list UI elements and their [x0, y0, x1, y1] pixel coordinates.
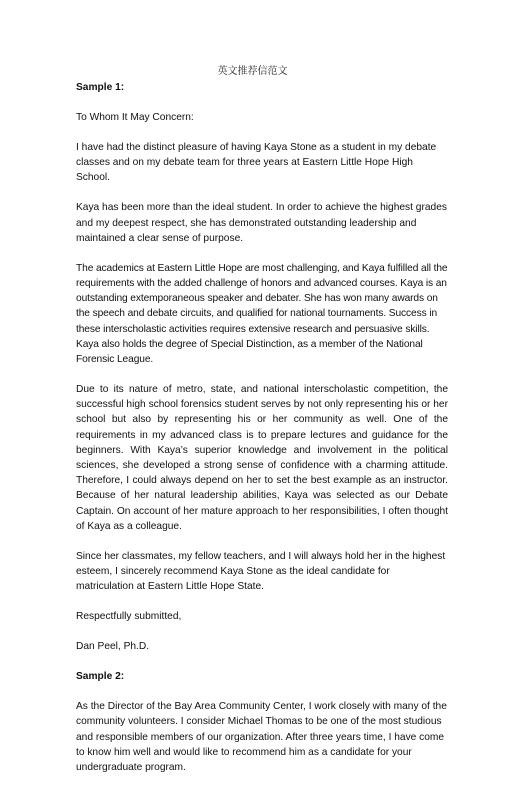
sample-2-paragraph-1: As the Director of the Bay Area Community Center, I work closely with many of the community volunteers. I consider Michael Thomas to be one of the most studious and responsible members of our organization. After three years time, I have come to know him well and would like to recommend him as a candidate for your undergraduate program.	[76, 701, 447, 774]
sample-1-paragraph-2: Kaya has been more than the ideal student. In order to achieve the highest grades and my deepest respect, she has demonstrated outstanding leadership and maintained a clear sense of purpose.	[76, 202, 447, 244]
document-title: 英文推荐信范文	[217, 66, 288, 77]
signature: Dan Peel, Ph.D.	[76, 641, 150, 653]
sample-1-heading: Sample 1:	[76, 82, 125, 93]
closing: Respectfully submitted,	[76, 611, 182, 623]
sample-2-heading: Sample 2:	[76, 671, 125, 683]
salutation: To Whom It May Concern:	[76, 112, 194, 123]
sample-1-paragraph-4: Due to its nature of metro, state, and national interscholastic competition, the successful high school forensics student serves by not only representing his or her school but also by representing his or her community as well. One of the requirements in my advanced class is to prepare lectures and guidance for the beginners. With Kaya’s superior knowledge and involvement in the political sciences, she developed a strong sense of confidence with a charming attitude. Therefore, I could always depend on her to set the best example as an instructor. Because of her natural leadership abilities, Kaya was selected as our Debate Captain. On account of her mature approach to her responsibilities, I often thought of Kaya as a colleague.	[76, 384, 448, 532]
sample-1-paragraph-5: Since her classmates, my fellow teachers, and I will always hold her in the highest esteem, I sincerely recommend Kaya Stone as the ideal candidate for matriculation at Eastern Little Hope State.	[76, 550, 446, 593]
document-body	[76, 80, 448, 790]
sample-1-paragraph-3: The academics at Eastern Little Hope are most challenging, and Kaya fulfilled all the requirements with the added challenge of honors and advanced courses. Kaya is an outstanding extemporaneous speaker and debater. She has won many awards on the speech and debate circuits, and qualified for national tournaments. Success in these interscholastic activities requires extensive research and persuasive skills. Kaya also holds the degree of Special Distinction, as a member of the National Forensic League.	[76, 262, 448, 366]
sample-1-paragraph-1: I have had the distinct pleasure of having Kaya Stone as a student in my debate classes and on my debate team for three years at Eastern Little Hope High School.	[76, 142, 437, 184]
